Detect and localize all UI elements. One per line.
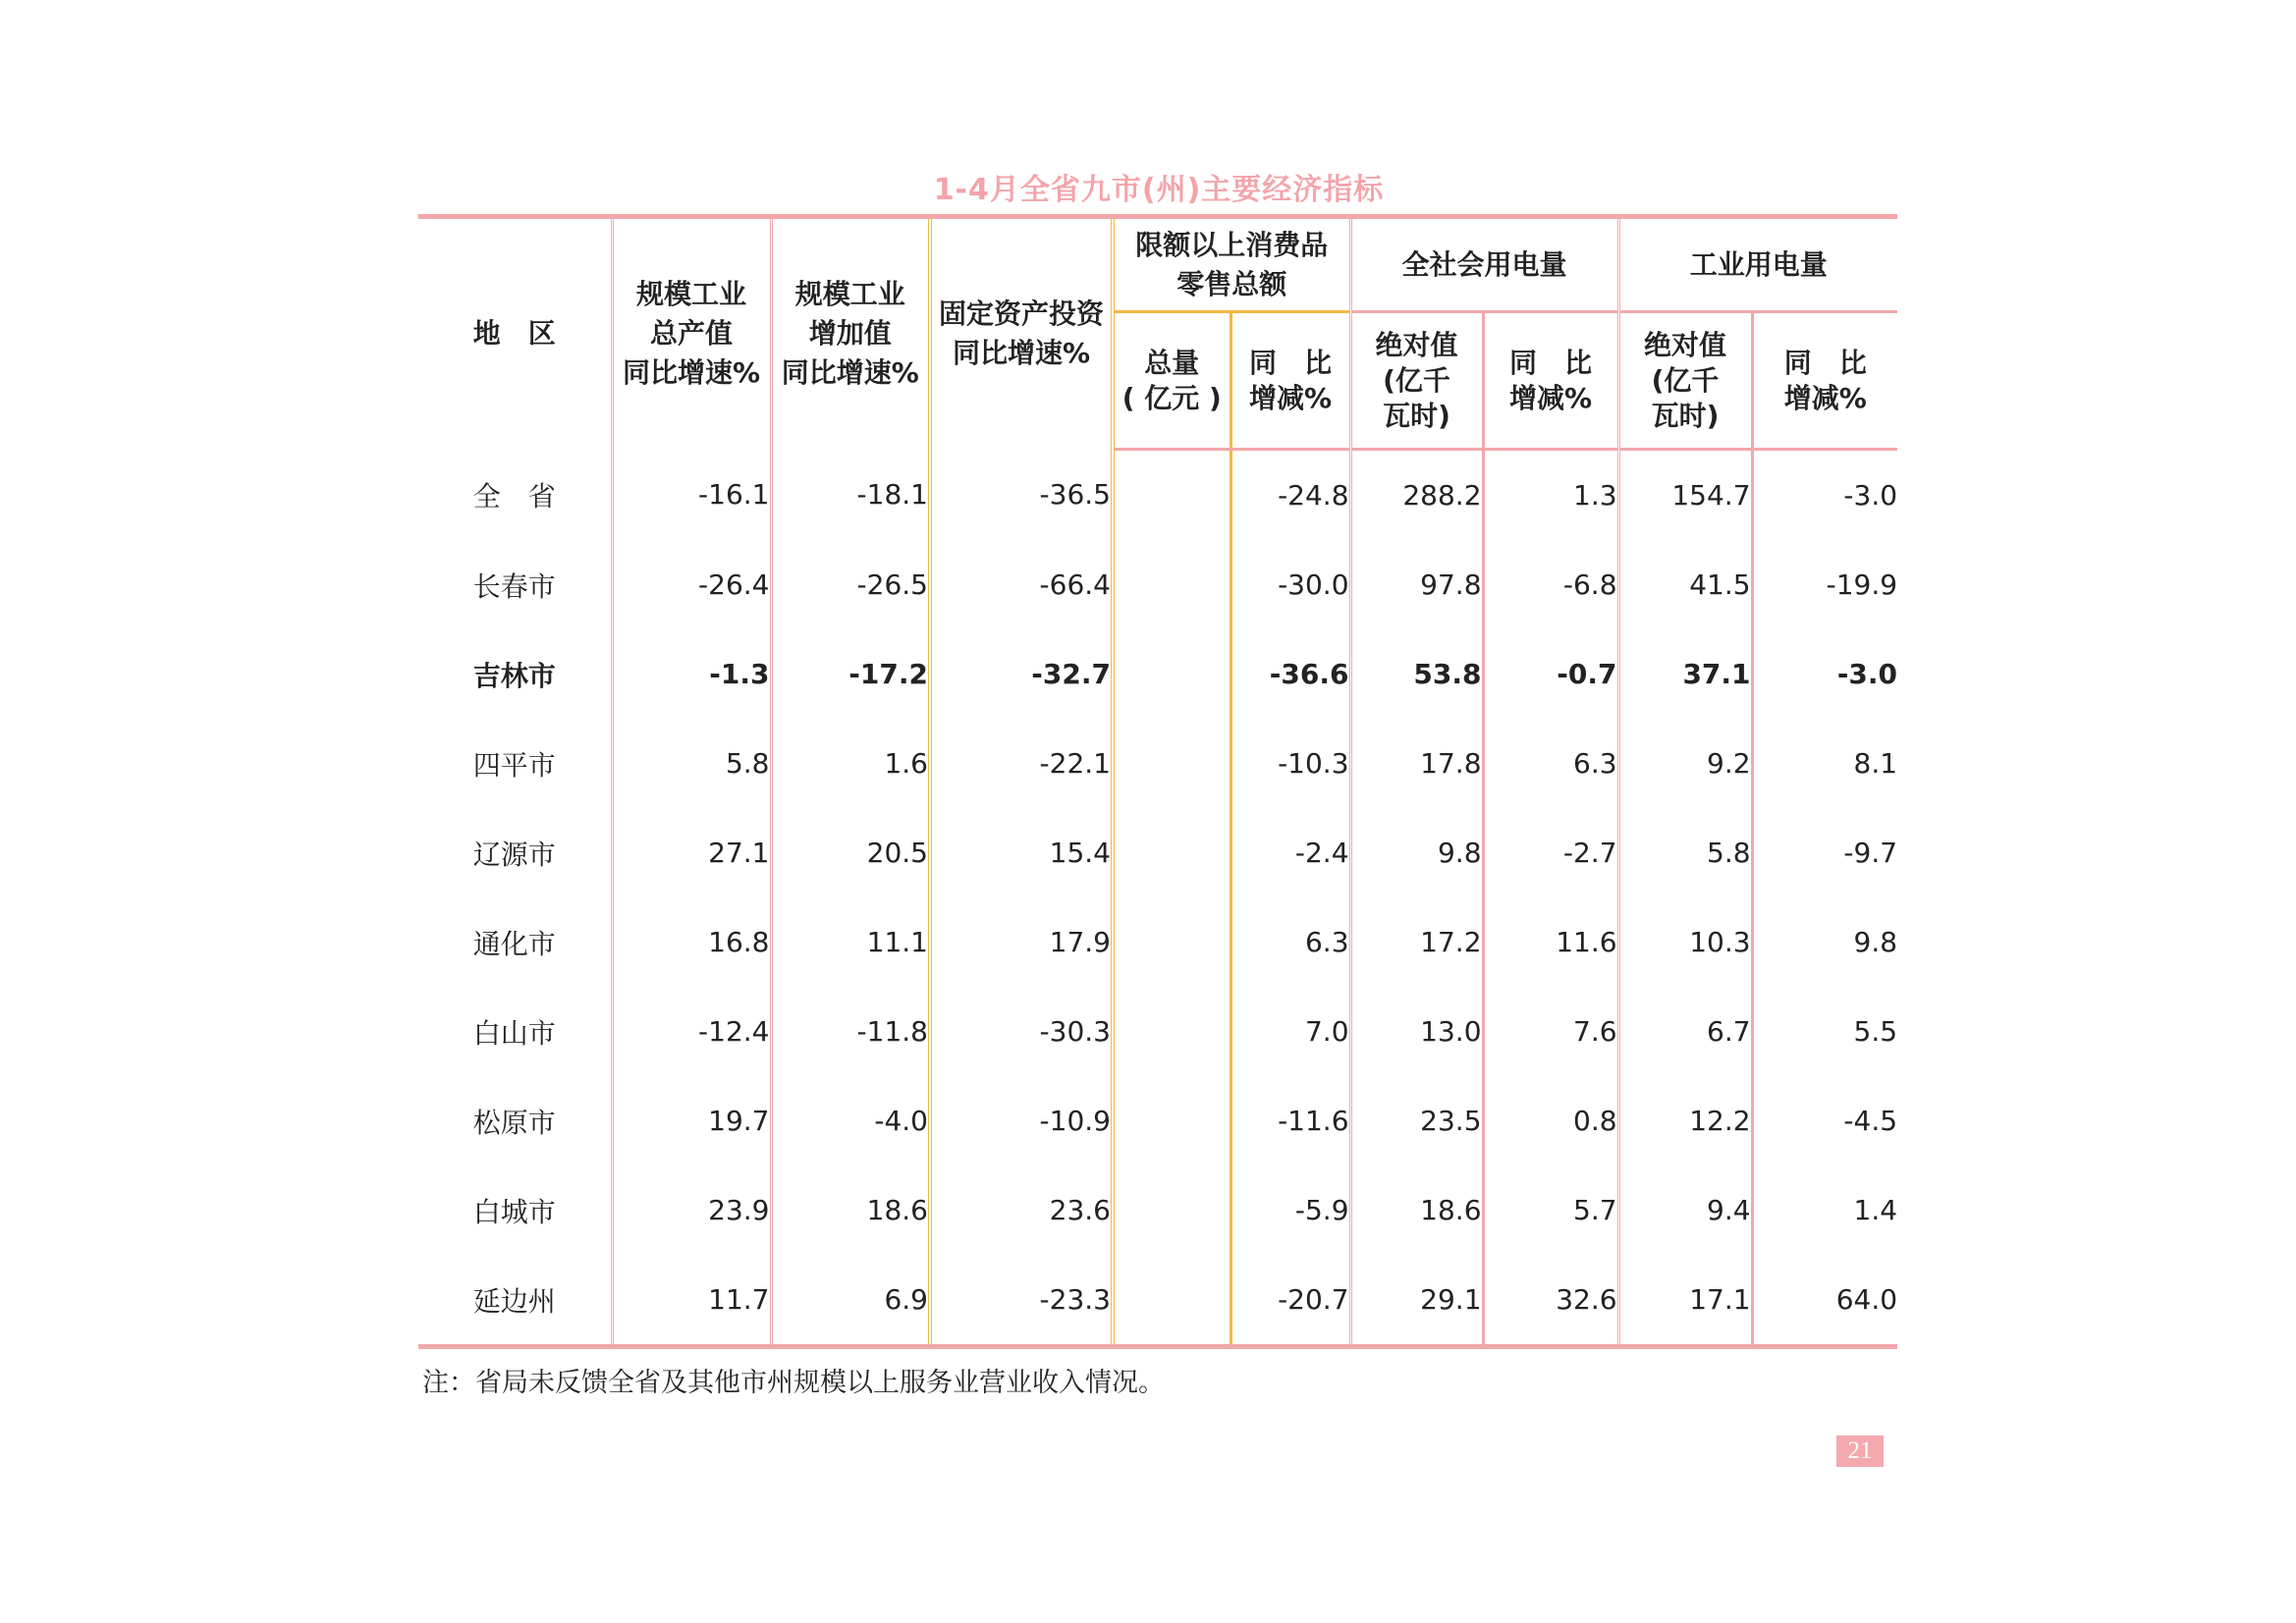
value-cell: 9.2 xyxy=(1618,719,1752,808)
value-cell: 7.0 xyxy=(1230,987,1350,1076)
region-cell: 通化市 xyxy=(418,897,612,987)
table-row xyxy=(418,897,1897,987)
header-line: 同比增速% xyxy=(781,356,919,390)
value-cell: 288.2 xyxy=(1350,450,1483,541)
header-retail-group xyxy=(1113,217,1350,312)
header-line: 固定资产投资 xyxy=(938,298,1104,331)
value-cell: -32.7 xyxy=(930,629,1113,719)
value-cell: -4.5 xyxy=(1843,1105,1898,1137)
value-cell: -3.0 xyxy=(1836,658,1898,690)
value-cell xyxy=(1113,987,1230,1076)
header-line: 同 比 xyxy=(1783,346,1867,379)
value-cell: -10.9 xyxy=(930,1076,1113,1165)
header-power-ind-group xyxy=(1618,217,1897,312)
header-line: 同比增速% xyxy=(952,337,1091,370)
value-cell: -18.1 xyxy=(771,450,930,541)
value-cell: 29.1 xyxy=(1350,1255,1483,1347)
header-power-ind-abs xyxy=(1618,312,1752,450)
page-number: 21 xyxy=(1836,1435,1884,1467)
value-cell xyxy=(1113,719,1230,808)
region-cell: 白山市 xyxy=(418,987,612,1076)
table-row xyxy=(418,987,1897,1076)
value-cell xyxy=(1113,1076,1230,1165)
header-line: ( 亿元 ) xyxy=(1121,381,1222,414)
table-row xyxy=(418,1076,1897,1165)
header-retail-yoy xyxy=(1230,312,1350,450)
region-cell: 白城市 xyxy=(418,1165,612,1255)
value-cell: 9.4 xyxy=(1618,1165,1752,1255)
header-line: 绝对值 xyxy=(1644,328,1727,361)
table-row xyxy=(418,629,1897,719)
header-power-all-group xyxy=(1350,217,1618,312)
table-row xyxy=(418,808,1897,897)
value-cell: -11.8 xyxy=(771,987,930,1076)
header-line: 总量 xyxy=(1144,346,1200,379)
page-title: 1-4月全省九市(州)主要经济指标 xyxy=(933,173,1385,207)
value-cell: 6.7 xyxy=(1618,987,1752,1076)
value-cell: 1.4 xyxy=(1853,1194,1898,1226)
header-line: 全社会用电量 xyxy=(1401,247,1567,281)
value-cell: -9.7 xyxy=(1843,837,1898,869)
value-cell: -30.0 xyxy=(1230,540,1350,629)
header-power-all-abs xyxy=(1350,312,1483,450)
value-cell: -11.6 xyxy=(1230,1076,1350,1165)
value-cell: 10.3 xyxy=(1618,897,1752,987)
header-line: 增减% xyxy=(1783,381,1867,414)
header-line: 同 比 xyxy=(1249,346,1333,379)
value-cell xyxy=(1113,1165,1230,1255)
value-cell: 17.1 xyxy=(1618,1255,1752,1347)
footnote: 注：省局未反馈全省及其他市州规模以上服务业营业收入情况。 xyxy=(422,1368,1165,1398)
value-cell: 19.7 xyxy=(612,1076,771,1165)
value-cell xyxy=(1113,897,1230,987)
value-cell: -17.2 xyxy=(771,629,930,719)
value-cell: 11.6 xyxy=(1483,897,1618,987)
table-row xyxy=(418,719,1897,808)
value-cell: -26.5 xyxy=(771,540,930,629)
region-cell: 全 省 xyxy=(418,450,612,541)
value-cell: -3.0 xyxy=(1843,479,1898,512)
value-cell: 17.2 xyxy=(1350,897,1483,987)
table-row xyxy=(418,540,1897,629)
value-cell: 32.6 xyxy=(1483,1255,1618,1347)
value-cell: 18.6 xyxy=(1350,1165,1483,1255)
header-line: (亿千 xyxy=(1651,363,1720,397)
value-cell: 13.0 xyxy=(1350,987,1483,1076)
value-cell: 1.3 xyxy=(1483,450,1618,541)
value-cell: -20.7 xyxy=(1230,1255,1350,1347)
header-industrial-added xyxy=(771,217,930,450)
header-line: 规模工业 xyxy=(635,278,746,311)
value-cell: 6.3 xyxy=(1483,719,1618,808)
header-line: 绝对值 xyxy=(1375,328,1458,361)
value-cell: 27.1 xyxy=(612,808,771,897)
value-cell xyxy=(1113,629,1230,719)
value-cell: 11.1 xyxy=(771,897,930,987)
header-power-ind-yoy xyxy=(1752,312,1897,450)
table-row xyxy=(418,1255,1897,1347)
header-line: 限额以上消费品 xyxy=(1135,228,1329,261)
value-cell: -19.9 xyxy=(1826,568,1898,601)
value-cell: 53.8 xyxy=(1350,629,1483,719)
region-cell: 辽源市 xyxy=(418,808,612,897)
value-cell xyxy=(1113,450,1230,541)
value-cell: 41.5 xyxy=(1618,540,1752,629)
value-cell xyxy=(1113,808,1230,897)
value-cell: 17.8 xyxy=(1350,719,1483,808)
header-region xyxy=(418,217,612,450)
value-cell: 154.7 xyxy=(1618,450,1752,541)
header-line: 规模工业 xyxy=(794,278,905,311)
value-cell xyxy=(1113,1255,1230,1347)
value-cell: 5.8 xyxy=(612,719,771,808)
value-cell: -16.1 xyxy=(612,450,771,541)
header-line: 增减% xyxy=(1248,381,1333,414)
value-cell: -2.4 xyxy=(1230,808,1350,897)
region-cell: 松原市 xyxy=(418,1076,612,1165)
region-cell: 吉林市 xyxy=(418,629,612,719)
header-line: 增加值 xyxy=(808,317,892,351)
value-cell: 23.5 xyxy=(1350,1076,1483,1165)
value-cell: -1.3 xyxy=(612,629,771,719)
header-line: 瓦时) xyxy=(1651,399,1720,432)
value-cell: 5.7 xyxy=(1483,1165,1618,1255)
header-line: 总产值 xyxy=(649,317,733,351)
header-retail-total xyxy=(1113,312,1230,450)
value-cell: -23.3 xyxy=(930,1255,1113,1347)
economic-indicators-table xyxy=(418,214,1897,1349)
value-cell: 18.6 xyxy=(771,1165,930,1255)
value-cell: 1.6 xyxy=(771,719,930,808)
value-cell: 0.8 xyxy=(1483,1076,1618,1165)
table-row xyxy=(418,450,1897,541)
value-cell: 6.9 xyxy=(771,1255,930,1347)
value-cell: -12.4 xyxy=(612,987,771,1076)
header-industrial-output xyxy=(612,217,771,450)
header-line: 瓦时) xyxy=(1383,399,1450,432)
value-cell: 7.6 xyxy=(1483,987,1618,1076)
value-cell: 64.0 xyxy=(1752,1255,1897,1347)
value-cell: 6.3 xyxy=(1230,897,1350,987)
header-line: 增减% xyxy=(1508,381,1593,414)
value-cell: 12.2 xyxy=(1618,1076,1752,1165)
value-cell: -6.8 xyxy=(1483,540,1618,629)
value-cell: 97.8 xyxy=(1350,540,1483,629)
header-line: 同比增速% xyxy=(622,356,761,390)
value-cell: 11.7 xyxy=(612,1255,771,1347)
header-line: 零售总额 xyxy=(1176,267,1287,300)
value-cell: -10.3 xyxy=(1230,719,1350,808)
header-line: (亿千 xyxy=(1383,363,1450,397)
value-cell: 17.9 xyxy=(930,897,1113,987)
value-cell: -30.3 xyxy=(930,987,1113,1076)
table-body xyxy=(418,450,1897,1347)
value-cell: 5.5 xyxy=(1853,1015,1898,1048)
value-cell: 8.1 xyxy=(1853,747,1898,780)
value-cell: 15.4 xyxy=(930,808,1113,897)
value-cell: -26.4 xyxy=(612,540,771,629)
region-cell: 四平市 xyxy=(418,719,612,808)
value-cell: -22.1 xyxy=(930,719,1113,808)
value-cell: 20.5 xyxy=(771,808,930,897)
header-fixed-asset xyxy=(930,217,1113,450)
region-cell: 长春市 xyxy=(418,540,612,629)
header-line: 同 比 xyxy=(1509,346,1593,379)
header-power-all-yoy xyxy=(1483,312,1618,450)
table-row xyxy=(418,1165,1897,1255)
value-cell: 37.1 xyxy=(1618,629,1752,719)
value-cell: -24.8 xyxy=(1230,450,1350,541)
value-cell: 9.8 xyxy=(1350,808,1483,897)
value-cell: -2.7 xyxy=(1483,808,1618,897)
header-line: 工业用电量 xyxy=(1689,247,1828,281)
value-cell xyxy=(1113,540,1230,629)
value-cell: -4.0 xyxy=(771,1076,930,1165)
value-cell: -5.9 xyxy=(1230,1165,1350,1255)
value-cell: -0.7 xyxy=(1483,629,1618,719)
value-cell: 23.9 xyxy=(612,1165,771,1255)
region-cell: 延边州 xyxy=(418,1255,612,1347)
value-cell: -66.4 xyxy=(930,540,1113,629)
value-cell: -36.5 xyxy=(930,450,1113,541)
value-cell: 23.6 xyxy=(930,1165,1113,1255)
header-region-label: 地 区 xyxy=(472,317,556,351)
value-cell: 16.8 xyxy=(612,897,771,987)
value-cell: -36.6 xyxy=(1230,629,1350,719)
value-cell: 9.8 xyxy=(1853,926,1898,958)
value-cell: 5.8 xyxy=(1618,808,1752,897)
